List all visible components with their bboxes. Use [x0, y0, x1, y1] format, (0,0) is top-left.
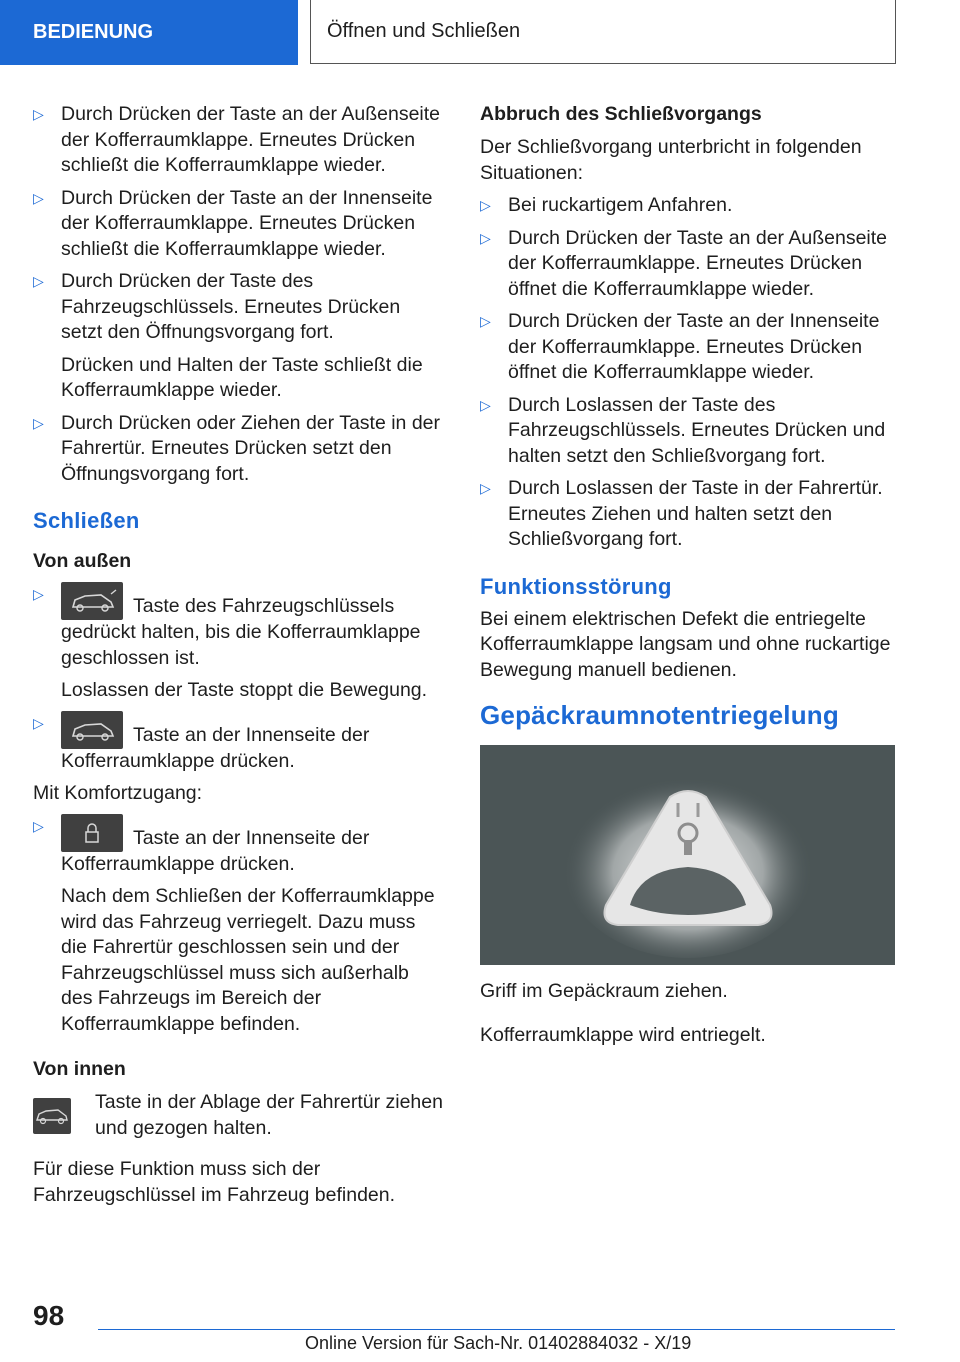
list-item: [33, 711, 443, 775]
innen-row: [33, 1090, 443, 1141]
list-item: [33, 814, 443, 1038]
list-item-text: Durch Loslassen der Taste in der Fahrertür. Erneutes Ziehen und halten setzt den Schließvorgang fort.: [508, 477, 883, 550]
trunk-release-handle-image: [480, 745, 895, 965]
list-item-text: Durch Drücken der Taste an der Außenseite der Kofferraumklappe. Erneutes Drücken schließt die Kofferraumklappe wieder.: [61, 103, 441, 176]
bullet-triangle-icon: ▷: [33, 106, 44, 122]
bullet-triangle-icon: ▷: [33, 817, 44, 834]
list-item-text: Durch Drücken der Taste an der Innenseite der Kofferraumklappe. Erneutes Drücken öffnet die Kofferraumklappe wieder.: [508, 310, 880, 383]
bullet-triangle-icon: ▷: [33, 273, 44, 289]
bullet-triangle-icon: ▷: [480, 197, 491, 213]
page-number: 98: [33, 1300, 65, 1331]
list-item: [480, 226, 895, 303]
list-item-text: [61, 711, 443, 775]
list-item-text: Nach dem Schließen der Kofferraumklappe wird das Fahrzeug verriegelt. Dazu muss die Fahrertür geschlossen sein und der Fahrzeugschlüssel muss sich außerhalb des Fahrzeugs im Bereich der Kofferraumklappe befinden.: [61, 885, 435, 1035]
bullet-triangle-icon: ▷: [33, 714, 44, 731]
car-trunk-key-icon: [61, 582, 123, 620]
chapter-title: Öffnen und Schließen: [327, 20, 521, 42]
innen-text: Taste in der Ablage der Fahrertür ziehen und gezogen halten.: [95, 1091, 443, 1139]
innen-note: Für diese Funktion muss sich der Fahrzeugschlüssel im Fahrzeug befinden.: [33, 1158, 396, 1206]
list-item: [33, 102, 443, 179]
bullet-triangle-icon: ▷: [480, 313, 491, 329]
section-tab: [0, 0, 298, 65]
list-item-text: Durch Drücken der Taste an der Außenseite der Kofferraumklappe. Erneutes Drücken öffnet die Kofferraumklappe wieder.: [508, 226, 888, 300]
heading-schliessen: Schließen: [33, 508, 140, 533]
lock-button-icon: [61, 814, 123, 852]
bullet-triangle-icon: ▷: [480, 229, 491, 246]
list-item: [480, 193, 895, 219]
heading-funktionsstoerung: Funktionsstörung: [480, 573, 672, 599]
subheading-von-aussen: Von außen: [33, 550, 132, 572]
list-item-text: [61, 582, 443, 671]
list-item-text: Durch Drücken oder Ziehen der Taste in der Fahrertür. Erneutes Drücken setzt den Öffnungsvorgang fort.: [61, 411, 441, 485]
list-item-text: Bei ruckartigem Anfahren.: [508, 194, 733, 216]
section-label: BEDIENUNG: [33, 21, 154, 43]
list-item-text: Loslassen der Taste stoppt die Bewegung.: [61, 679, 428, 701]
left-column: [33, 102, 443, 1215]
bullet-triangle-icon: ▷: [480, 396, 491, 413]
car-trunk-button-icon: [33, 1098, 71, 1134]
list-item: [480, 309, 895, 386]
list-item-text: Durch Drücken der Taste des Fahrzeugschlüssels. Erneutes Drücken setzt den Öffnungsvorgang fort.: [61, 270, 401, 343]
footer-divider: [98, 1329, 895, 1330]
caption-unlocked: Kofferraumklappe wird entriegelt.: [480, 1023, 766, 1046]
right-column: [480, 102, 895, 1055]
list-item-text: Durch Drücken der Taste an der Innenseite der Kofferraumklappe. Erneutes Drücken schließt die Kofferraumklappe wieder.: [61, 186, 433, 260]
bullet-triangle-icon: ▷: [33, 189, 44, 206]
list-item-inline-text: Taste des Fahrzeugschlüssels gedrückt halten, bis die Kofferraumklappe geschlossen ist.: [61, 595, 421, 669]
car-trunk-button-icon: [61, 711, 123, 749]
bullet-triangle-icon: ▷: [33, 586, 44, 602]
list-item: [33, 186, 443, 263]
subheading-von-innen: Von innen: [33, 1058, 126, 1080]
list-item-text: [61, 814, 443, 878]
list-item: [33, 269, 443, 404]
bullet-triangle-icon: ▷: [33, 414, 44, 431]
list-item: [33, 411, 443, 488]
bullet-triangle-icon: ▷: [480, 480, 491, 496]
list-item-text: Drücken und Halten der Taste schließt die Kofferraumklappe wieder.: [61, 353, 423, 401]
subheading-abbruch: Abbruch des Schließvorgangs: [480, 103, 762, 125]
list-item: [480, 476, 895, 553]
heading-notentriegelung: Gepäckraumnotentriegelung: [480, 700, 839, 730]
chapter-header: [310, 0, 896, 64]
komfort-label: Mit Komfortzugang:: [33, 782, 203, 804]
list-item: [480, 393, 895, 470]
list-item-inline-text: Taste an der Innenseite der Kofferraumklappe drücken.: [61, 723, 370, 772]
caption-pull-handle: Griff im Gepäckraum ziehen.: [480, 980, 728, 1002]
stoerung-text: Bei einem elektrischen Defekt die entriegelte Kofferraumklappe langsam und ohne ruckartige Bewegung manuell bedienen.: [480, 607, 891, 681]
abbruch-intro: Der Schließvorgang unterbricht in folgenden Situationen:: [480, 136, 862, 184]
list-item-text: Durch Loslassen der Taste des Fahrzeugschlüssels. Erneutes Drücken und halten setzt den Schließvorgang fort.: [508, 393, 886, 467]
list-item: [33, 582, 443, 704]
list-item-inline-text: Taste an der Innenseite der Kofferraumklappe drücken.: [61, 826, 370, 875]
footer-text: Online Version für Sach-Nr. 01402884032 - X/19: [305, 1333, 692, 1353]
